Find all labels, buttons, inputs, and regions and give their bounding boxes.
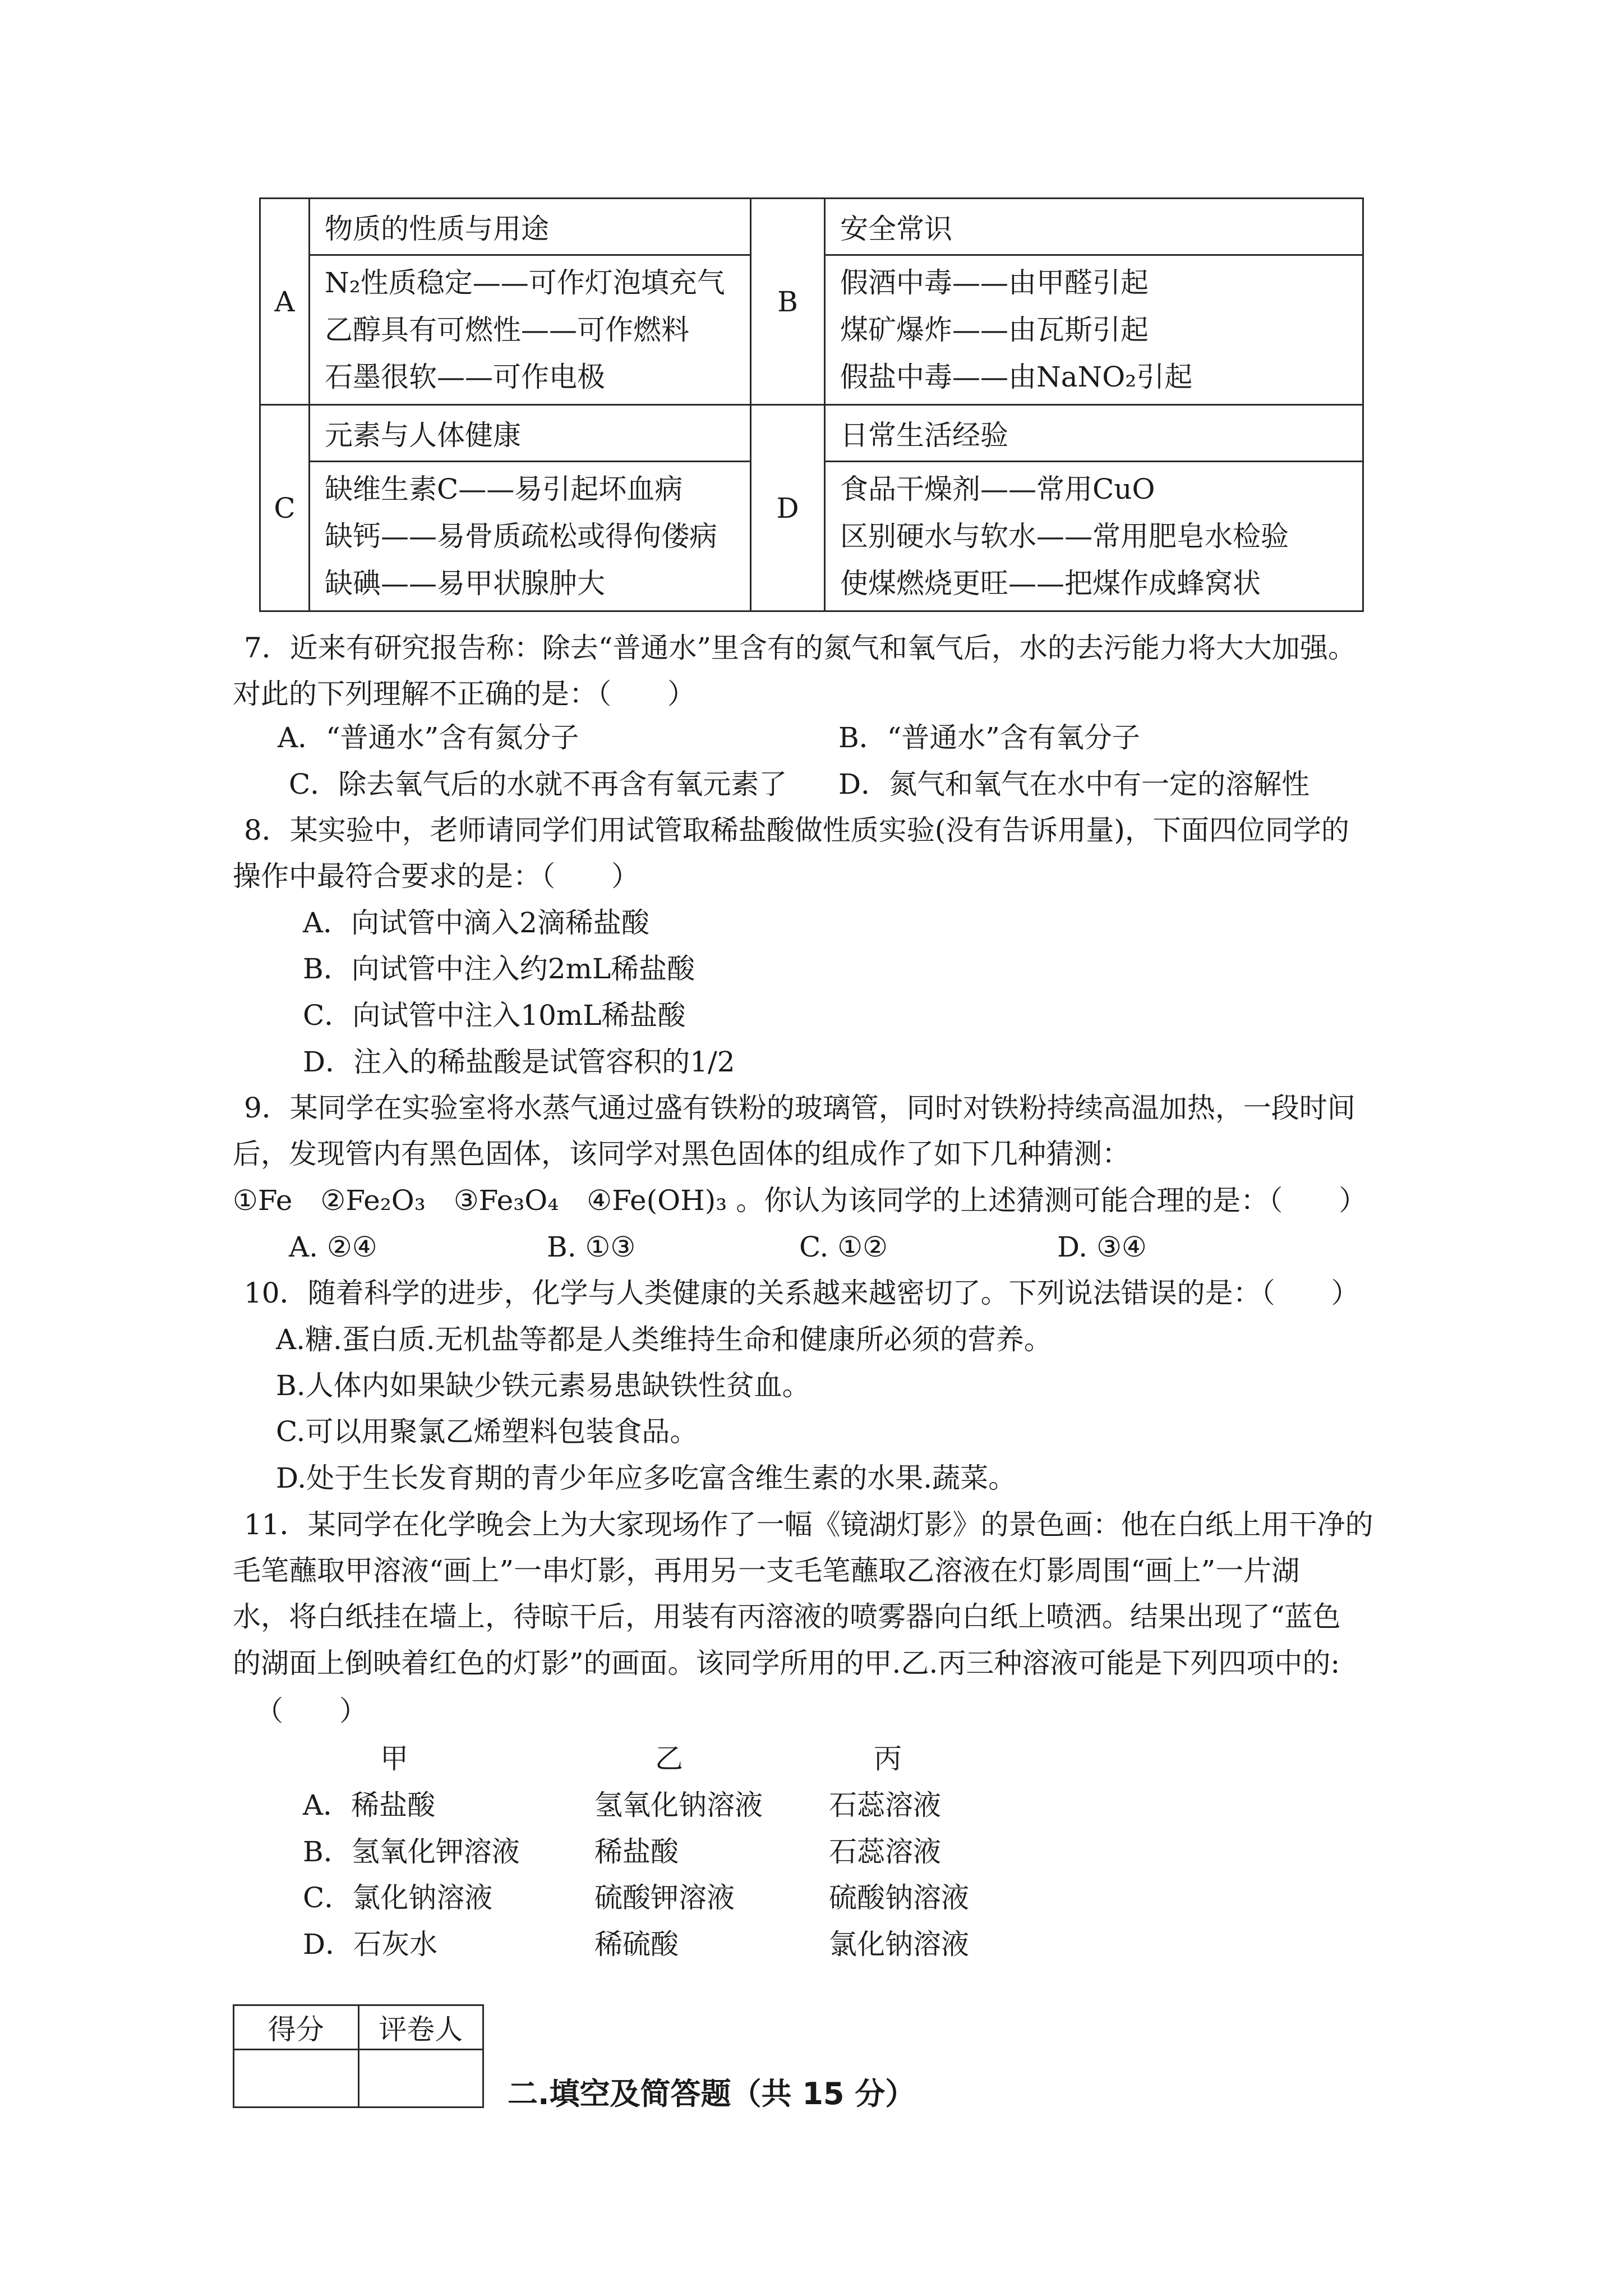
q11-header-jia: 甲 [380, 1742, 408, 1775]
q11-option-a-jia: A．稀盐酸 [303, 1789, 436, 1821]
q9-stem-line2: 后，发现管内有黑色固体，该同学对黑色固体的组成作了如下几种猜测： [233, 1138, 1130, 1170]
q8-option-b: B．向试管中注入约2mL稀盐酸 [303, 953, 695, 985]
q10-option-a: A.糖.蛋白质.无机盐等都是人类维持生命和健康所必须的营养。 [276, 1323, 1052, 1356]
q11-stem-line4: 的湖面上倒映着红色的灯影”的画面。该同学所用的甲.乙.丙三种溶液可能是下列四项中的: [233, 1647, 1340, 1680]
q10-option-c: C.可以用聚氯乙烯塑料包装食品。 [276, 1415, 698, 1448]
q11-stem-line1: 11．某同学在化学晚会上为大家现场作了一幅《镜湖灯影》的景色画：他在白纸上用干净的 [244, 1508, 1373, 1541]
q11-answer-bracket: （ ） [255, 1695, 367, 1727]
grader-label: 评卷人 [358, 2005, 483, 2050]
q7-stem-line1: 7．近来有研究报告称：除去“普通水”里含有的氮气和氧气后，水的去污能力将大大加强。 [244, 632, 1356, 664]
q11-option-b-bing: 石蕊溶液 [829, 1835, 941, 1868]
q11-option-c-jia: C．氯化钠溶液 [303, 1881, 493, 1914]
q11-option-c-yi: 硫酸钾溶液 [594, 1881, 735, 1914]
q7-option-b: B．“普通水”含有氧分子 [838, 721, 1140, 754]
q10-option-b: B.人体内如果缺少铁元素易患缺铁性贫血。 [276, 1369, 810, 1402]
q11-option-a-yi: 氢氧化钠溶液 [594, 1789, 763, 1821]
q8-stem-line1: 8．某实验中，老师请同学们用试管取稀盐酸做性质实验(没有告诉用量)，下面四位同学的 [244, 814, 1349, 846]
option-d-line: 区别硬水与软水——常用肥皂水检验 [840, 520, 1289, 553]
option-b-body [825, 255, 1363, 405]
option-c-line: 缺维生素C——易引起坏血病 [325, 473, 683, 505]
option-c-header: 元素与人体健康 [310, 405, 751, 462]
q11-header-yi: 乙 [655, 1742, 683, 1775]
option-c-line: 缺钙——易骨质疏松或得佝偻病 [325, 520, 717, 553]
option-b-line: 假酒中毒——由甲醛引起 [840, 266, 1149, 299]
score-box [233, 2004, 484, 2108]
option-d-line: 食品干燥剂——常用CuO [840, 473, 1155, 505]
q7-option-a: A．“普通水”含有氮分子 [278, 721, 579, 754]
q7-option-d: D．氮气和氧气在水中有一定的溶解性 [838, 768, 1310, 800]
option-letter-a: A [260, 199, 310, 405]
section-2-title: 二.填空及简答题（共 15 分） [508, 2076, 916, 2111]
q8-option-c: C．向试管中注入10mL稀盐酸 [303, 999, 686, 1032]
q9-option-a: A. ②④ [289, 1231, 377, 1263]
q8-option-d: D．注入的稀盐酸是试管容积的1/2 [303, 1046, 735, 1078]
q7-stem-line2: 对此的下列理解不正确的是：（ ） [233, 678, 695, 710]
q8-option-a: A．向试管中滴入2滴稀盐酸 [303, 907, 649, 939]
q10-stem: 10．随着科学的进步，化学与人类健康的关系越来越密切了。下列说法错误的是：（ ） [244, 1277, 1359, 1309]
option-b-line: 煤矿爆炸——由瓦斯引起 [840, 314, 1149, 346]
q9-option-d: D. ③④ [1057, 1231, 1147, 1263]
q11-option-d-jia: D．石灰水 [303, 1928, 438, 1961]
q7-option-c: C．除去氧气后的水就不再含有氧元素了 [289, 768, 787, 800]
option-a-body [310, 255, 751, 405]
option-c-body [310, 462, 751, 611]
grader-field[interactable] [358, 2050, 483, 2108]
q11-stem-line2: 毛笔蘸取甲溶液“画上”一串灯影，再用另一支毛笔蘸取乙溶液在灯影周围“画上”一片湖 [233, 1554, 1300, 1587]
option-d-header: 日常生活经验 [825, 405, 1363, 462]
option-a-line: 乙醇具有可燃性——可作燃料 [325, 314, 689, 346]
q9-option-c: C. ①② [799, 1231, 888, 1263]
q9-option-b: B. ①③ [547, 1231, 636, 1263]
option-letter-b: B [751, 199, 825, 405]
option-a-line: N₂性质稳定——可作灯泡填充气 [325, 266, 725, 299]
option-letter-d: D [751, 405, 825, 611]
q8-stem-line2: 操作中最符合要求的是：（ ） [233, 860, 639, 892]
option-d-line: 使煤燃烧更旺——把煤作成蜂窝状 [840, 567, 1261, 600]
option-b-header: 安全常识 [825, 199, 1363, 255]
q9-stem-line3: ①Fe ②Fe₂O₃ ③Fe₃O₄ ④Fe(OH)₃ 。你认为该同学的上述猜测可能合理的是：（ ） [233, 1184, 1367, 1217]
q11-stem-line3: 水，将白纸挂在墙上，待晾干后，用装有丙溶液的喷雾器向白纸上喷洒。结果出现了“蓝色 [233, 1600, 1341, 1633]
option-a-line: 石墨很软——可作电极 [325, 361, 605, 393]
q11-option-d-bing: 氯化钠溶液 [829, 1928, 969, 1961]
option-d-body [825, 462, 1363, 611]
options-table [259, 197, 1364, 612]
q11-option-d-yi: 稀硫酸 [594, 1928, 679, 1961]
q11-option-b-yi: 稀盐酸 [594, 1835, 679, 1868]
score-label: 得分 [234, 2005, 359, 2050]
score-field[interactable] [234, 2050, 359, 2108]
q10-option-d: D.处于生长发育期的青少年应多吃富含维生素的水果.蔬菜。 [276, 1462, 1017, 1494]
q11-header-bing: 丙 [874, 1742, 902, 1775]
option-b-line: 假盐中毒——由NaNO₂引起 [840, 361, 1193, 393]
q9-stem-line1: 9．某同学在实验室将水蒸气通过盛有铁粉的玻璃管，同时对铁粉持续高温加热，一段时间 [244, 1092, 1355, 1124]
option-c-line: 缺碘——易甲状腺肿大 [325, 567, 605, 600]
option-a-header: 物质的性质与用途 [310, 199, 751, 255]
q11-option-c-bing: 硫酸钠溶液 [829, 1881, 969, 1914]
q11-option-a-bing: 石蕊溶液 [829, 1789, 941, 1821]
option-letter-c: C [260, 405, 310, 611]
q11-option-b-jia: B．氢氧化钾溶液 [303, 1835, 520, 1868]
